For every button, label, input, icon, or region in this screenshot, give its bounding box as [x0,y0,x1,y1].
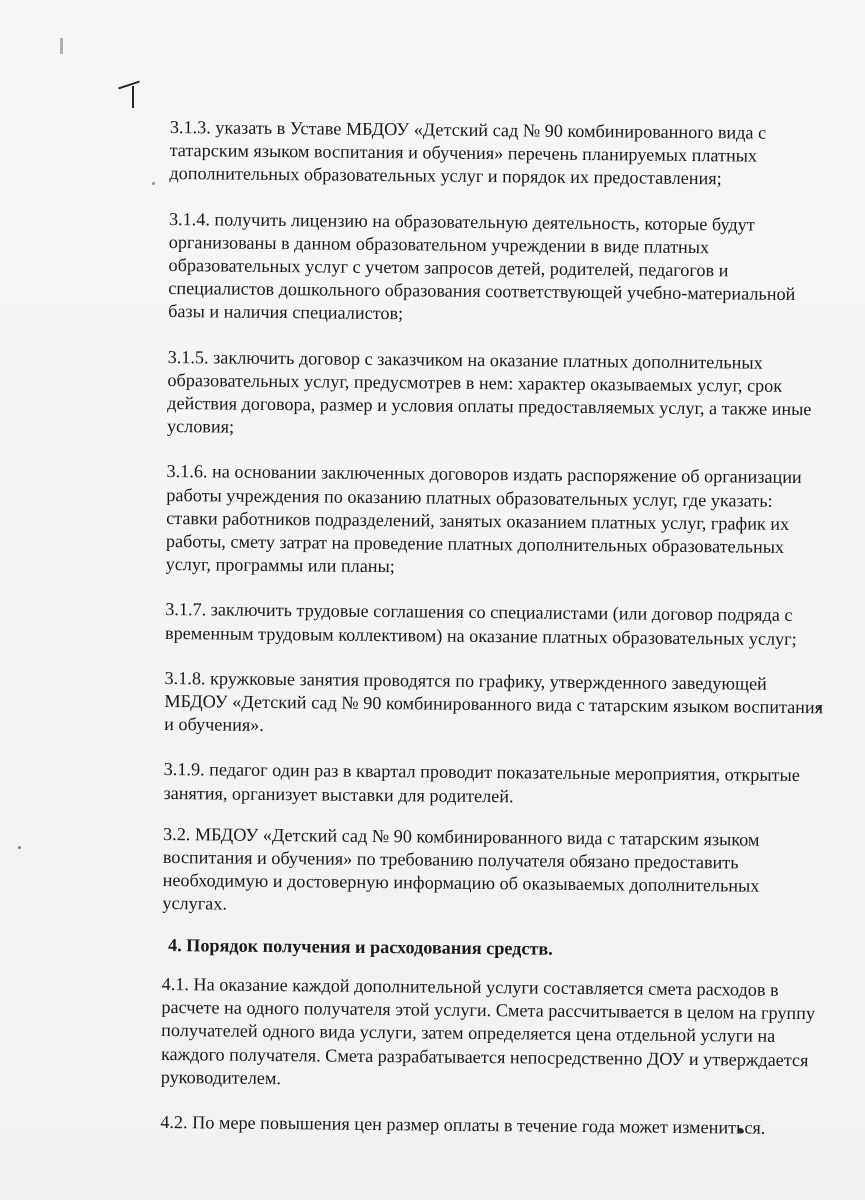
paragraph-3-1-7: 3.1.7. заключить трудовые соглашения со специалистами (или договор подряда с временным трудовым коллективом) на оказание платных образовательных услуг; [164,599,797,649]
scan-speck [152,182,155,185]
scan-mark-top-left [60,38,63,54]
scan-mark-bracket [118,81,140,90]
paragraph-3-1-5: 3.1.5. заключить договор с заказчиком на оказание платных дополнительных образовательных услуг, предусмотрев в нем: характер оказываемых услуг, срок действия договора, размер и условия оплаты предоставляемых услуг, а также иные условия; [166,346,812,437]
paragraph-4-1: 4.1. На оказание каждой дополнительной услуги составляется смета расходов в расчете на одного получателя этой услуги. Смета рассчитывается в целом на группу получателей одного вида услуги, затем определяется цена отдельной услуги на каждого получателя. Смета разрабатывается непосредственно ДОУ и утверждается руководителем. [160,973,816,1088]
paragraph-4-2: 4.2. По мере повышения цен размер оплаты в течение года может измениться. [160,1111,766,1138]
scan-mark-bracket-tail [132,86,134,108]
section-heading-4: 4. Порядок получения и расходования средств. [167,934,553,959]
paragraph-3-2: 3.2. МБДОУ «Детский сад № 90 комбинированного вида с татарским языком воспитания и обучения» по требованию получателя обязано предоставить необходимую и достоверную информацию об оказываемых дополнительных услугах. [162,823,760,915]
paragraph-3-1-9: 3.1.9. педагог один раз в квартал проводит показательные мероприятия, открытые занятия, организует выставки для родителей. [163,759,800,807]
paragraph-3-1-8: 3.1.8. кружковые занятия проводятся по графику, утвержденного заведующей МБДОУ «Детский сад № 90 комбинированного вида с татарским языком воспитания и обучения». [164,667,824,736]
paragraph-3-1-4: 3.1.4. получить лицензию на образовательную деятельность, которые будут организованы в данном образовательном учреждении в виде платных образовательных услуг с учетом запросов детей, родителей, педагогов и специалистов дошкольного образования соответствующей учебно-материальной базы и наличия специалистов; [168,208,796,324]
scan-speck [18,846,21,849]
document-body [160,116,830,1162]
paragraph-3-1-3: 3.1.3. указать в Уставе МБДОУ «Детский сад № 90 комбинированного вида с татарским языком воспитания и обучения» перечень планируемых платных дополнительных образовательных услуг и порядок их предоставления; [169,116,767,189]
paragraph-3-1-6: 3.1.6. на основании заключенных договоров издать распоряжение об организации работы учреждения по оказанию платных образовательных услуг, где указать: ставки работников подразделений, занятых оказанием платных услуг, график их работы, смету затрат на проведение платных дополнительных образовательных услуг, программы или планы; [165,461,802,577]
